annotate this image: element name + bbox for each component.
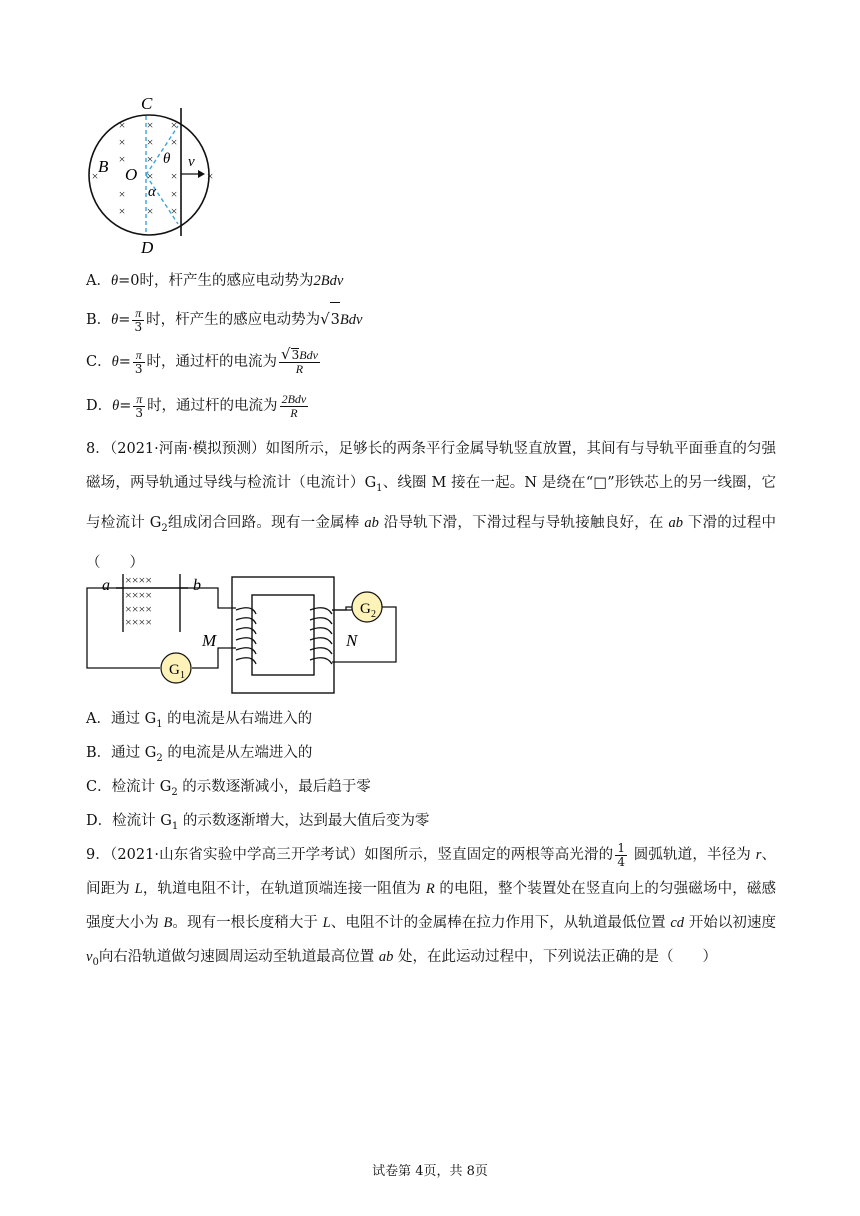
- q7-option-c[interactable]: C．θ= $\frac{\pi}{3}$ 时，通过杆的电流为 $\frac{\text{√3Bdv}}{R}$: [86, 345, 318, 376]
- label-alpha: α: [148, 184, 156, 200]
- svg-text:×: ×: [118, 135, 126, 149]
- svg-text:1: 1: [180, 670, 185, 681]
- label-D: D: [141, 238, 154, 257]
- svg-text:×: ×: [170, 204, 178, 218]
- svg-text:×: ×: [170, 169, 178, 183]
- svg-text:××××: ××××: [125, 602, 153, 616]
- svg-text:×: ×: [170, 135, 178, 149]
- label-v: v: [188, 154, 195, 170]
- q8-option-a[interactable]: A．通过 $G_1$ 的电流是从右端进入的: [86, 711, 313, 730]
- figure-circle-field: [80, 88, 220, 258]
- page-footer: 试卷第 4页，共 8页: [372, 1164, 488, 1179]
- svg-text:×: ×: [170, 118, 178, 132]
- label-O: O: [125, 165, 138, 184]
- label-M: M: [202, 631, 217, 650]
- svg-text:×: ×: [146, 118, 154, 132]
- question-9-stem: 9．（2021·山东省实验中学高三开学考试）如图所示，竖直固定的两根等高光滑的 $\frac{1}{4}$ 圆弧轨道，半径为 r、间距为 L，轨道电阻不计，在轨道顶端连接一阻值为 R 的电阻，整个装置处在竖直向上的匀强磁场中，磁感强度大小为 B。现有一根长度稍大于 L、电阻不计的金属棒在拉力作用下，从轨道最低位置 cd 开始以初速度 $v_0$向右沿轨道做匀速圆周运动至轨道最高位置 ab 处，在此运动过程中，下列说法正确的是（ ）: [86, 840, 777, 968]
- svg-text:×: ×: [118, 187, 126, 201]
- question-8-stem: 8．（2021·河南·模拟预测）如图所示，足够长的两条平行金属导轨竖直放置，其间有与导轨平面垂直的匀强磁场，两导轨通过导线与检流计（电流计）$G_1$、线圈 M 接在一起。N 是绕在“□”形铁芯上的另一线圈，它与检流计 $G_2$组成闭合回路。现有一金属棒 ab 沿导轨下滑，下滑过程与导轨接触良好，在 ab 下滑的过程中（ ）: [86, 441, 777, 571]
- q7-option-b[interactable]: B．θ= $\frac{\pi}{3}$ 时，杆产生的感应电动势为√3Bdv: [86, 302, 362, 337]
- svg-text:××××: ××××: [125, 588, 153, 602]
- svg-text:×: ×: [146, 152, 154, 166]
- svg-text:×: ×: [91, 169, 99, 183]
- label-N: N: [346, 631, 358, 650]
- svg-text:××××: ××××: [125, 573, 153, 587]
- q8-option-d[interactable]: D．检流计 $G_1$ 的示数逐渐增大，达到最大值后变为零: [86, 813, 430, 832]
- q7-option-a[interactable]: A．θ=0时，杆产生的感应电动势为2Bdv: [86, 273, 344, 289]
- label-B: B: [98, 157, 109, 176]
- svg-text:G: G: [360, 601, 371, 617]
- svg-text:××××: ××××: [125, 615, 153, 629]
- label-b: b: [193, 577, 201, 594]
- svg-text:×: ×: [206, 169, 214, 183]
- figure-transformer-circuit: [84, 568, 414, 700]
- label-C: C: [141, 94, 153, 113]
- field-crosses: [92, 118, 214, 218]
- svg-text:G: G: [169, 662, 180, 678]
- q7-option-d[interactable]: D．θ= $\frac{\pi}{3}$ 时，通过杆的电流为 $\frac{\text{2Bdv}}{R}$: [86, 391, 307, 420]
- q8-option-c[interactable]: C．检流计 $G_2$ 的示数逐渐减小，最后趋于零: [86, 779, 371, 798]
- svg-text:2: 2: [371, 609, 376, 620]
- svg-text:×: ×: [118, 118, 126, 132]
- q8-option-b[interactable]: B．通过 $G_2$ 的电流是从左端进入的: [86, 745, 313, 764]
- label-a: a: [102, 577, 110, 594]
- svg-text:×: ×: [118, 204, 126, 218]
- svg-text:×: ×: [146, 204, 154, 218]
- svg-text:×: ×: [146, 169, 154, 183]
- svg-text:×: ×: [170, 187, 178, 201]
- svg-text:×: ×: [146, 135, 154, 149]
- label-theta: θ: [163, 151, 171, 167]
- svg-text:×: ×: [118, 152, 126, 166]
